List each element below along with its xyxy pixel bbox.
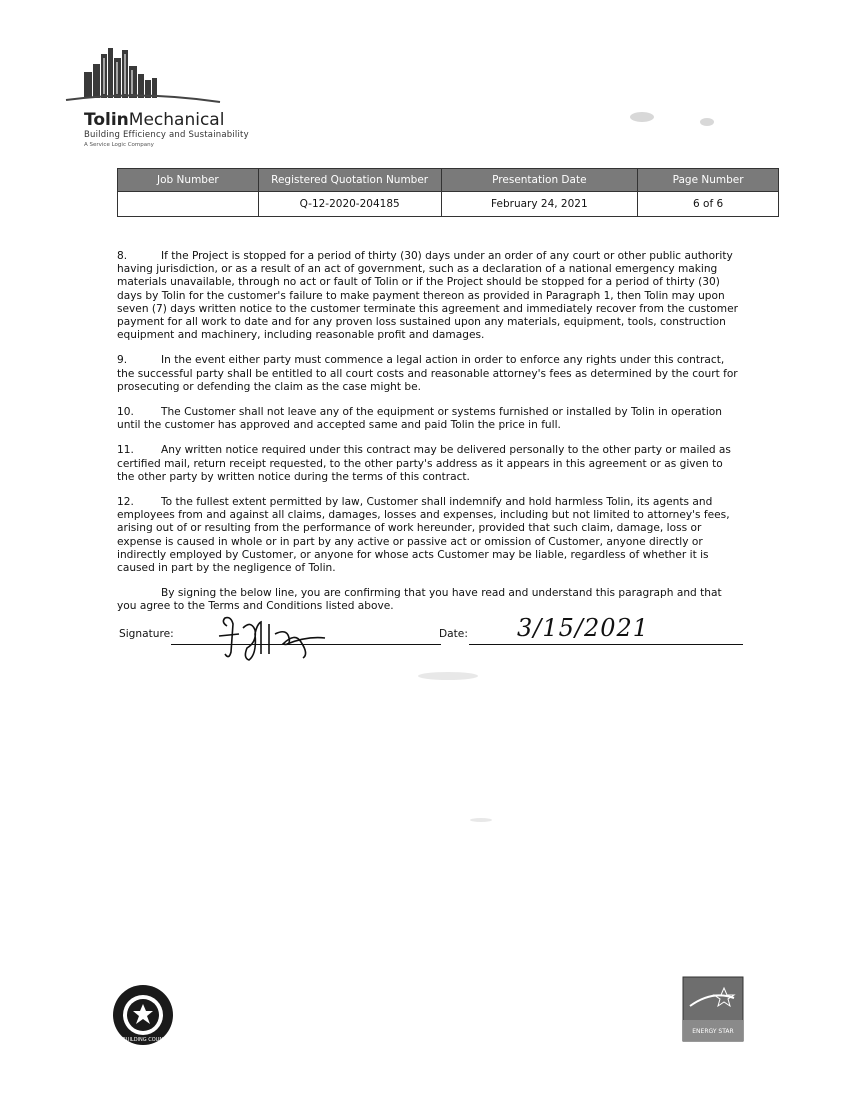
table-row [118, 192, 779, 217]
company-subline: A Service Logic Company [84, 142, 154, 148]
signature-label: Signature: [119, 628, 174, 640]
scan-noise [630, 112, 654, 122]
table-header-row [118, 169, 779, 192]
acknowledgement-text: By signing the below line, you are confirming that you have read and understand this paragraph and that you agree to the Terms and Conditions listed above. [117, 587, 722, 613]
clause-number: 11. [117, 444, 134, 457]
page-number-value: 6 of 6 [638, 192, 779, 217]
presentation-date-value: February 24, 2021 [441, 192, 638, 217]
clause-text: Any written notice required under this contract may be delivered personally to the other party or mailed as certified mail, return receipt requested, to the other party's address as it appears in this agreement or as given to the other party by written notice during the terms of this contract. [117, 444, 731, 483]
energy-star-badge [682, 976, 744, 1042]
clause-text: If the Project is stopped for a period of thirty (30) days under an order of any court or other public authority having jurisdiction, or as a result of an act of government, such as a declaration of a national emergency making materials unavailable, through no act or fault of Tolin or if the Project should be stopped for a period of thirty (30) days by Tolin for the customer's failure to make payment thereon as provided in Paragraph 1, then Tolin may upon seven (7) days written notice to the customer terminate this agreement and immediately recover from the customer payment for all work to date and for any proven loss sustained upon any materials, equipment, tools, construction equipment and machinery, including reasonable profit and damages. [117, 250, 738, 342]
usgbc-badge-text: U.S. GREEN BUILDING COUNCIL MEMBER [91, 1037, 195, 1043]
handwritten-date: 3/15/2021 [517, 614, 650, 642]
terms-body [117, 250, 743, 614]
company-tagline: Building Efficiency and Sustainability [84, 130, 249, 140]
date-label: Date: [439, 628, 468, 640]
col-page-number: Page Number [638, 169, 779, 192]
col-quotation-number: Registered Quotation Number [258, 169, 441, 192]
clause-number: 10. [117, 406, 134, 419]
job-number-value [118, 192, 259, 217]
usgbc-member-badge [91, 984, 195, 1046]
clause-10 [117, 406, 743, 432]
clause-11 [117, 444, 743, 484]
handwritten-signature [217, 614, 337, 662]
scan-noise [418, 672, 478, 680]
quotation-number-value: Q-12-2020-204185 [258, 192, 441, 217]
clause-text: The Customer shall not leave any of the equipment or systems furnished or installed by Tolin in operation until the customer has approved and accepted same and paid Tolin the price in full. [117, 406, 722, 432]
clause-number: 9. [117, 354, 128, 367]
signature-row [117, 614, 743, 664]
company-logo [60, 44, 260, 154]
date-line[interactable] [469, 644, 743, 645]
company-name: TolinMechanical [84, 110, 225, 130]
clause-12 [117, 496, 743, 575]
scan-noise [700, 118, 714, 126]
skyline-icon [60, 44, 260, 106]
col-job-number: Job Number [118, 169, 259, 192]
scan-noise [470, 818, 492, 822]
clause-text: To the fullest extent permitted by law, Customer shall indemnify and hold harmless Tolin, its agents and employees from and against all claims, damages, losses and expenses, including but not limited to attorney's fees, arising out of or resulting from the performance of work hereunder, provided that such claim, damage, loss or expense is caused in whole or in part by any active or passive act or omission of Customer, anyone directly or indirectly employed by Customer, or anyone for whose acts Customer may be liable, regardless of whether it is caused in part by the negligence of Tolin. [117, 496, 730, 575]
quotation-header-table [117, 168, 779, 217]
clause-text: In the event either party must commence a legal action in order to enforce any rights under this contract, the successful party shall be entitled to all court costs and reasonable attorney's fees as determined by the court for prosecuting or defending the claim as the case might be. [117, 354, 738, 393]
energy-star-text: ENERGY STAR [692, 1028, 734, 1035]
energy-star-icon [682, 976, 744, 1042]
clause-number: 12. [117, 496, 134, 509]
clause-number: 8. [117, 250, 128, 262]
clause-8 [117, 250, 743, 342]
clause-9 [117, 354, 743, 394]
col-presentation-date: Presentation Date [441, 169, 638, 192]
